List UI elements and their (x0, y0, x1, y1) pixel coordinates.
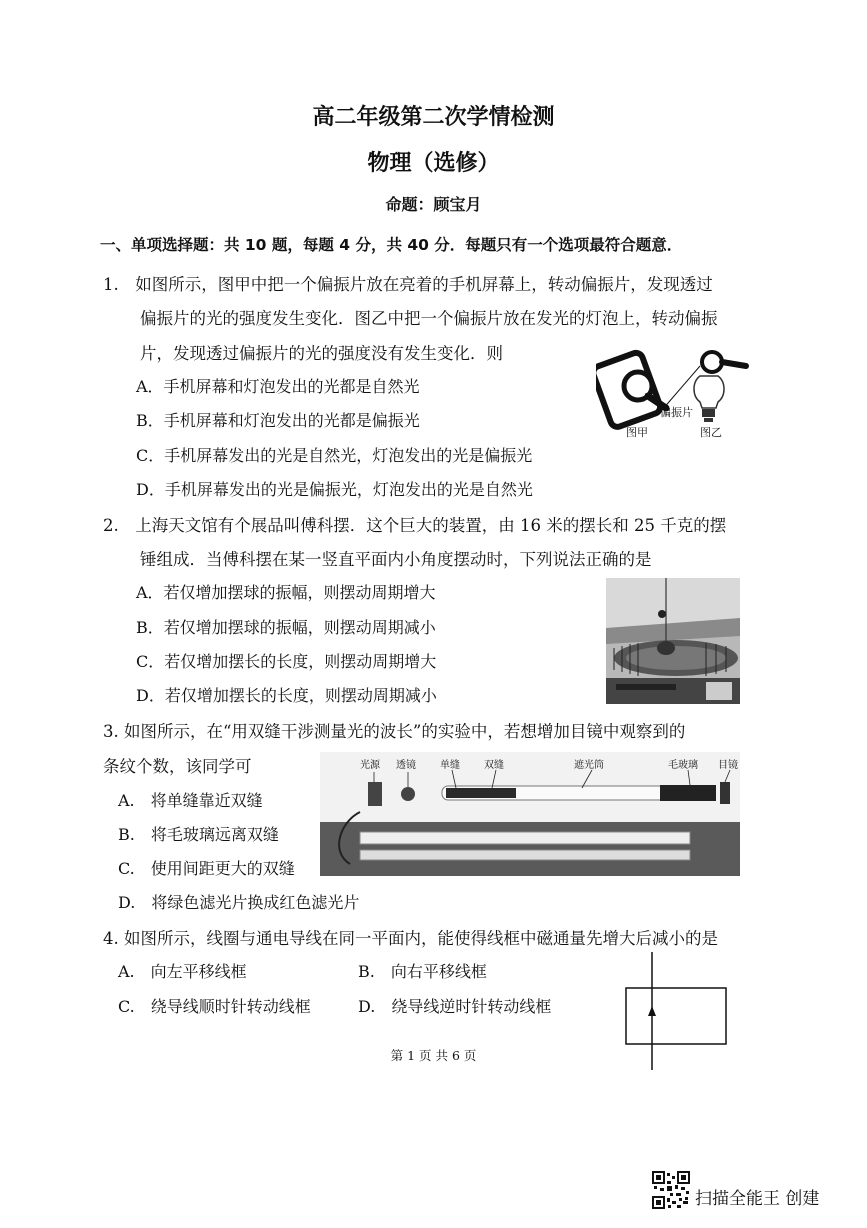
q4-option-a: A. 向左平移线框 (118, 962, 247, 981)
q2-option-d: D．若仅增加摆长的长度，则摆动周期减小 (136, 686, 437, 705)
q3-line-1: 3. 如图所示，在“用双缝干涉测量光的波长”的实验中，若想增加目镜中观察到的 (103, 722, 686, 741)
label-frosted-glass: 毛玻璃 (668, 760, 698, 771)
polarizer-label: 偏振片 (660, 406, 693, 419)
q3-option-b: B. 将毛玻璃远离双缝 (118, 825, 279, 844)
q1-option-c: C．手机屏幕发出的光是自然光，灯泡发出的光是偏振光 (136, 446, 533, 465)
section-heading: 一、单项选择题：共 10 题，每题 4 分，共 40 分．每题只有一个选项最符合题意． (100, 236, 683, 254)
q4-option-d: D. 绕导线逆时针转动线框 (358, 997, 552, 1016)
foucault-pendulum-photo (606, 578, 740, 704)
q2-option-c: C．若仅增加摆长的长度，则摆动周期增大 (136, 652, 437, 671)
watermark-text: 扫描全能王 创建 (695, 1189, 820, 1209)
subject-title: 物理（选修） (367, 151, 500, 176)
q1-option-a: A．手机屏幕和灯泡发出的光都是自然光 (136, 377, 420, 396)
q2-option-b: B．若仅增加摆球的振幅，则摆动周期减小 (136, 618, 436, 637)
q2-line-2: 锤组成．当傅科摆在某一竖直平面内小角度摆动时，下列说法正确的是 (140, 550, 652, 569)
label-eyepiece: 目镜 (718, 760, 738, 771)
q4-option-b: B. 向右平移线框 (358, 962, 487, 981)
author-line: 命题：顾宝月 (385, 195, 482, 214)
label-light-shield-tube: 遮光筒 (574, 760, 604, 771)
label-double-slit: 双缝 (484, 760, 504, 771)
label-lens: 透镜 (396, 760, 416, 771)
label-single-slit: 单缝 (440, 760, 460, 771)
q4-option-c: C. 绕导线顺时针转动线框 (118, 997, 311, 1016)
page-number: 第 1 页 共 6 页 (390, 1048, 477, 1063)
q3-option-d: D. 将绿色滤光片换成红色滤光片 (118, 893, 360, 912)
q4-line-1: 4. 如图所示，线圈与通电导线在同一平面内，能使得线框中磁通量先增大后减小的是 (103, 929, 718, 948)
label-light-source: 光源 (360, 760, 380, 771)
double-slit-apparatus-photo (320, 752, 740, 876)
q2-line-1: 2. 上海天文馆有个展品叫傅科摆．这个巨大的装置，由 16 米的摆长和 25 千克的摆 (103, 516, 727, 535)
bulb-icon (694, 376, 724, 422)
fig-a-label: 图甲 (626, 426, 648, 439)
q1-option-b: B．手机屏幕和灯泡发出的光都是偏振光 (136, 411, 420, 430)
q3-option-c: C. 使用间距更大的双缝 (118, 859, 295, 878)
coil-frame (626, 988, 726, 1044)
q3-option-a: A. 将单缝靠近双缝 (118, 791, 263, 810)
q1-option-d: D．手机屏幕发出的光是偏振光，灯泡发出的光是自然光 (136, 480, 533, 499)
q3-line-2: 条纹个数，该同学可 (103, 757, 252, 776)
q1-line-2: 偏振片的光的强度发生变化．图乙中把一个偏振片放在发光的灯泡上，转动偏振 (140, 309, 718, 328)
fig-b-label: 图乙 (700, 426, 722, 439)
page-title: 高二年级第二次学情检测 (312, 105, 555, 130)
q2-option-a: A．若仅增加摆球的振幅，则摆动周期增大 (136, 583, 436, 602)
q1-line-1: 1. 如图所示，图甲中把一个偏振片放在亮着的手机屏幕上，转动偏振片，发现透过 (103, 275, 713, 294)
q1-line-3: 片，发现透过偏振片的光的强度没有发生变化．则 (140, 344, 503, 363)
qr-code-icon (652, 1171, 690, 1209)
q1-figure-polarizer (596, 348, 756, 440)
current-arrow-icon (648, 1006, 656, 1016)
